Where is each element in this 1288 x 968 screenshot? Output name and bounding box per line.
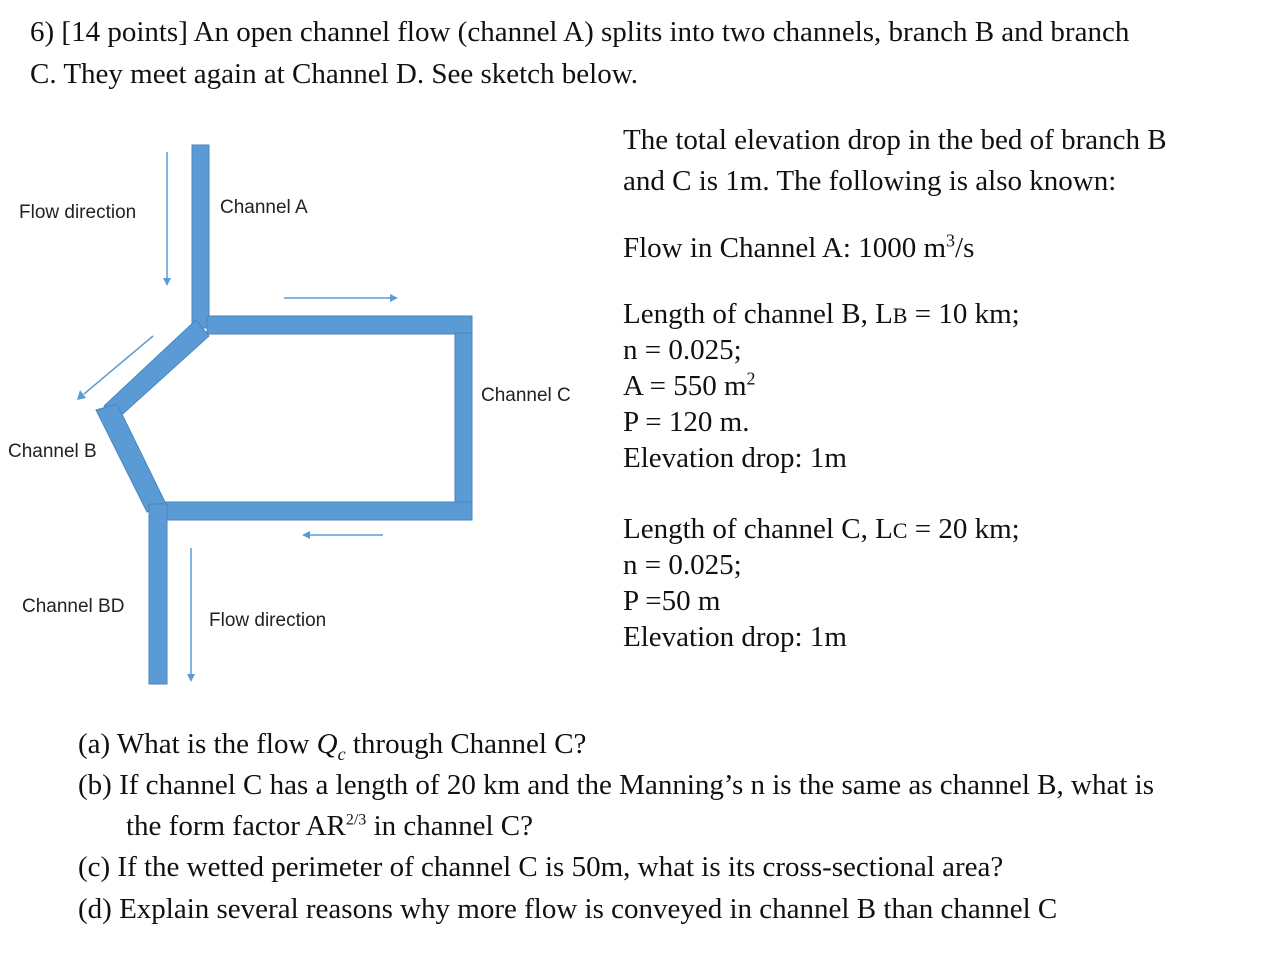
label-channel-c: Channel C [481, 385, 571, 406]
intro-line-1: The total elevation drop in the bed of branch B [623, 124, 1167, 156]
flow-arrow-diagonal-b-head [77, 390, 86, 400]
label-flow-direction-bottom: Flow direction [209, 610, 327, 631]
flow-channel-a: Flow in Channel A: 1000 $m^3/s$ [623, 230, 975, 264]
part-a: (a) What is the flow $Q_c$ through Channel C? [78, 728, 587, 764]
flow-arrow-down-bottom-head [187, 674, 195, 682]
part-b-line-2: the form factor $AR^{2/3}$ in channel C? [126, 810, 534, 842]
channel-c-length: Length of channel C, LC = 20 km; [623, 513, 1020, 545]
channel-a [192, 145, 209, 328]
channel-b-upper-segment [104, 320, 209, 420]
channel-b-perimeter: P = 120 m. [623, 406, 750, 438]
label-channel-bd: Channel BD [22, 596, 125, 617]
flow-arrow-down-top-head [163, 278, 171, 286]
label-flow-direction-top: Flow direction [19, 202, 137, 223]
channel-c-n: n = 0.025; [623, 549, 742, 581]
label-channel-b: Channel B [8, 441, 97, 462]
question-line-1: 6) [14 points] An open channel flow (channel A) splits into two channels, branch B and branch [30, 16, 1130, 48]
intro-line-2: and C is 1m. The following is also known: [623, 165, 1117, 197]
channel-network-diagram [0, 0, 620, 700]
channel-c-drop: Elevation drop: 1m [623, 621, 847, 653]
flow-arrow-left-bottom-head [302, 531, 310, 539]
part-c: (c) If the wetted perimeter of channel C is 50m, what is its cross-sectional area? [78, 851, 1004, 883]
question-line-2: C. They meet again at Channel D. See sketch below. [30, 58, 639, 90]
channel-c [455, 333, 472, 503]
flow-arrow-right-top-head [390, 294, 398, 302]
channel-b-area: A = 550 $m^2$ [623, 368, 756, 402]
channel-c-bottom-segment [160, 502, 472, 520]
channel-b-length: Length of channel B, LB = 10 km; [623, 298, 1020, 330]
channel-c-perimeter: P =50 m [623, 585, 721, 617]
channel-bd [149, 504, 167, 684]
channel-c-top-segment [207, 316, 472, 334]
channel-b-drop: Elevation drop: 1m [623, 442, 847, 474]
part-d: (d) Explain several reasons why more flow is conveyed in channel B than channel C [78, 893, 1058, 925]
part-b-line-1: (b) If channel C has a length of 20 km and the Manning’s n is the same as channel B, what is [78, 769, 1154, 801]
label-channel-a: Channel A [220, 197, 308, 218]
channel-b-n: n = 0.025; [623, 334, 742, 366]
channel-b-lower-segment [96, 404, 166, 512]
